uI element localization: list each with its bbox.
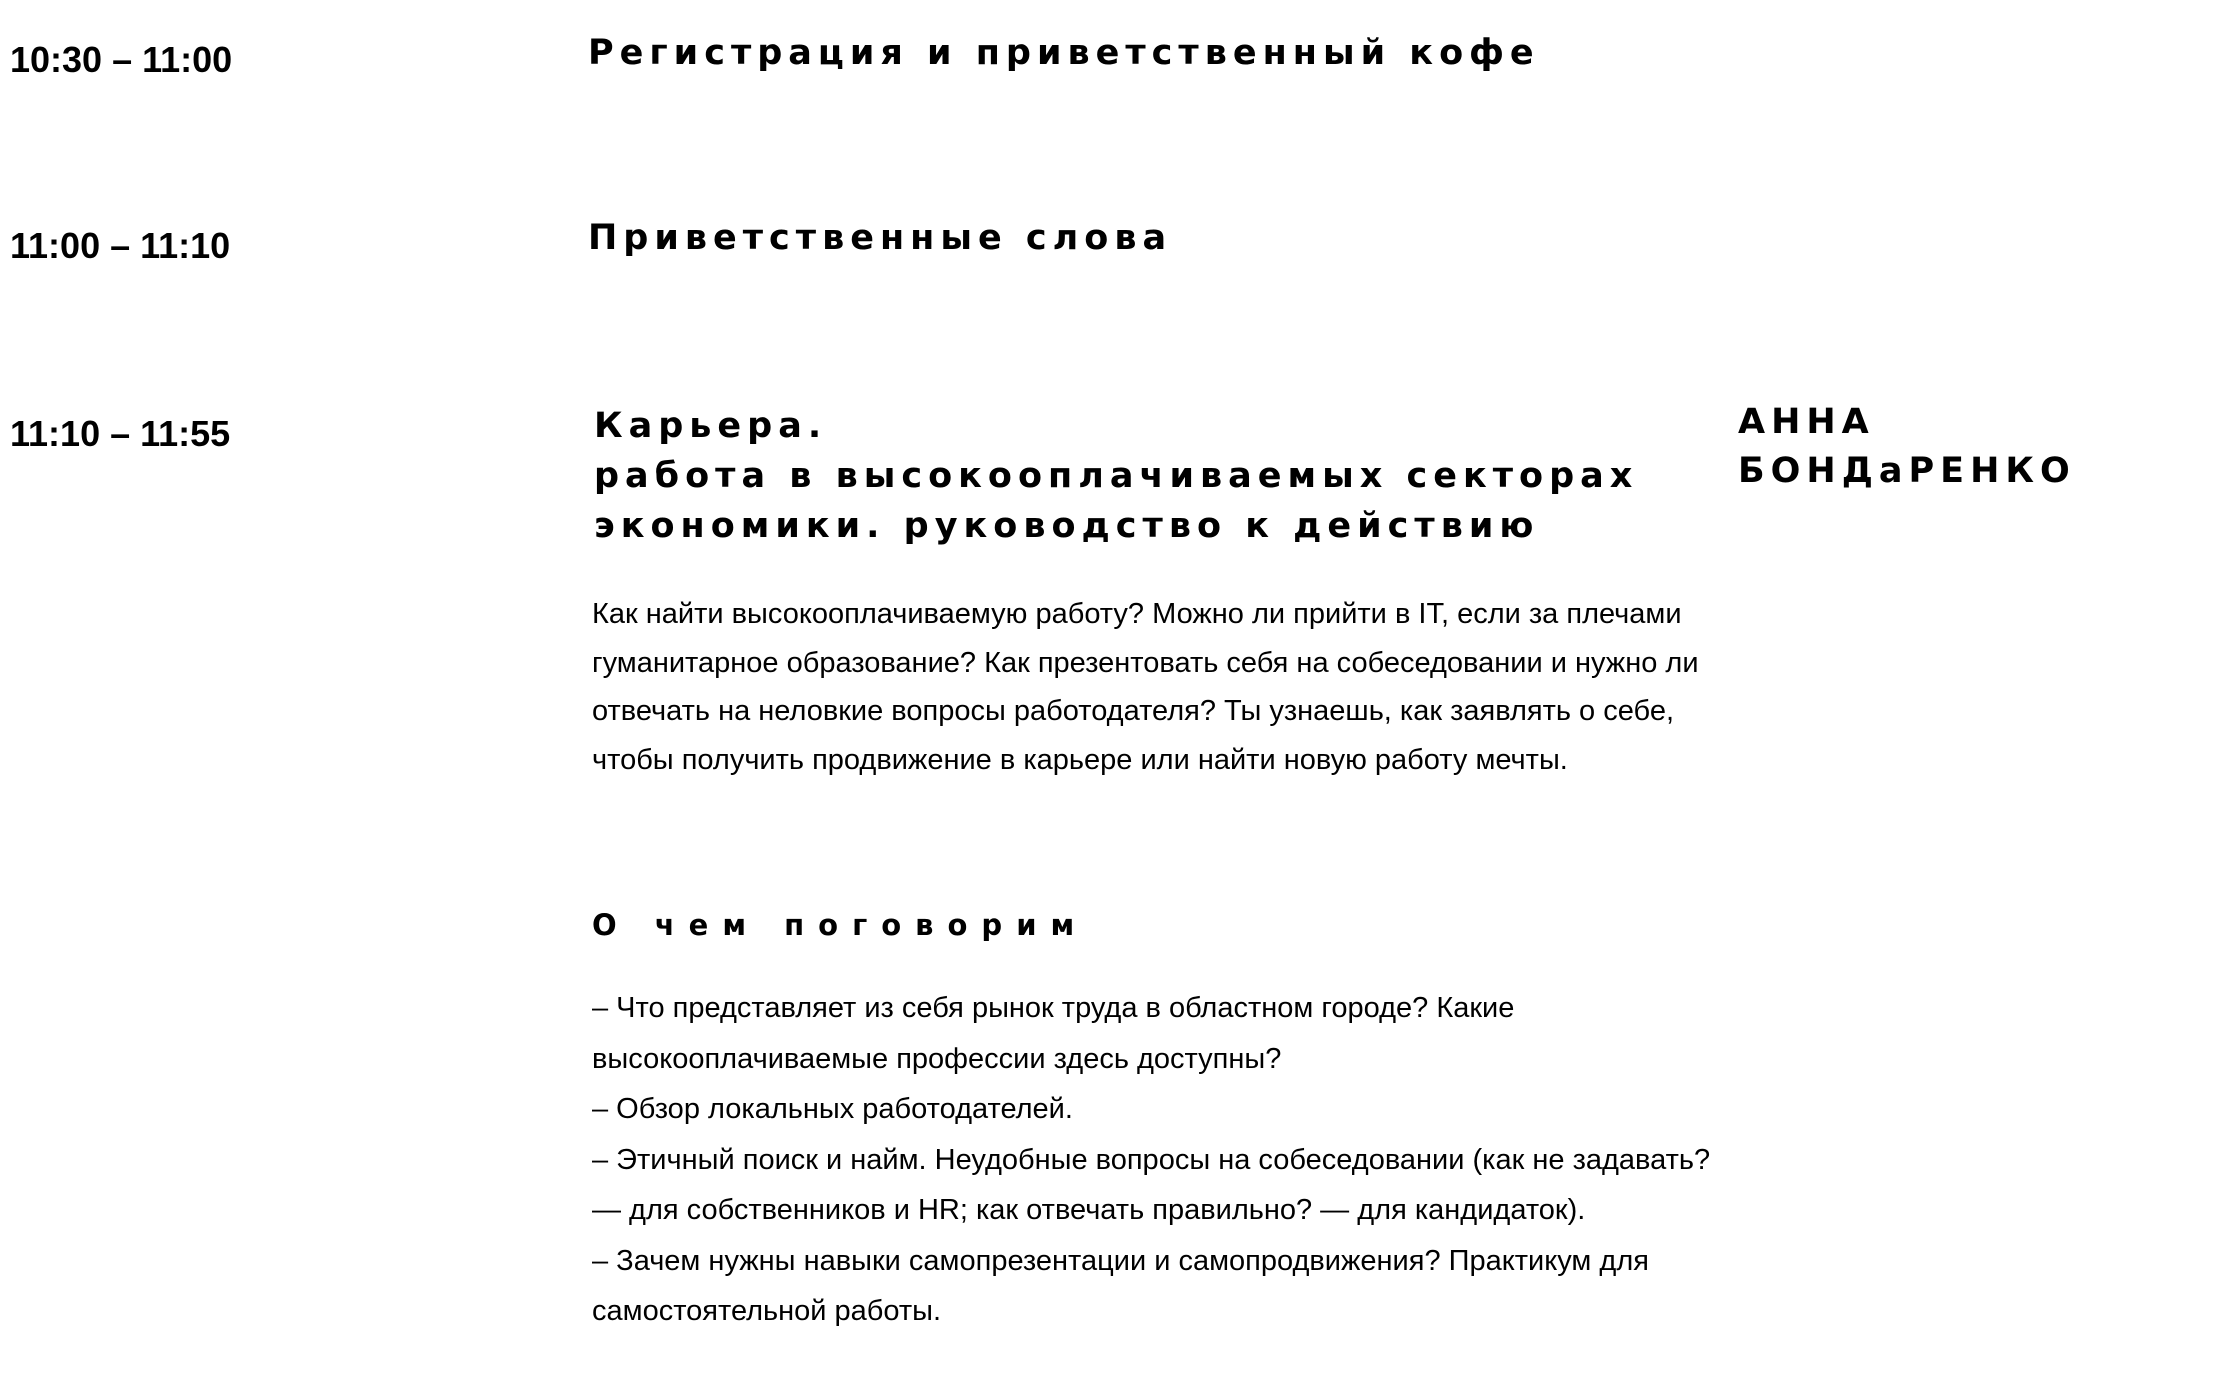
slot-title-1: Регистрация и приветственный кофе [588, 33, 1540, 73]
slot-title-2: Приветственные слова [588, 218, 1173, 258]
topics-heading: О чем поговорим [592, 908, 1089, 942]
slot-title-3-line-1: Карьера. [594, 406, 828, 446]
speaker-last-name: БОНДаРЕНКО [1738, 451, 2076, 491]
topics-list [592, 983, 1712, 1337]
slot-time-2: 11:00 – 11:10 [10, 225, 231, 266]
topic-item-2: – Обзор локальных работодателей. [592, 1093, 1073, 1125]
session-description: Как найти высокооплачиваемую работу? Можно ли прийти в IT, если за плечами гуманитарное образование? Как презентовать себя на собеседовании и нужно ли отвечать на неловкие вопросы работодателя? Ты узнаешь, как заявлять о себе, чтобы получить продвижение в карьере или найти новую работу мечты. [592, 598, 1699, 776]
slot-title-3-line-3: экономики. руководство к действию [594, 506, 1540, 546]
slot-title-3-line-2: работа в высокооплачиваемых секторах [594, 456, 1639, 496]
slot-title-3 [594, 401, 1638, 551]
topic-item-1: – Что представляет из себя рынок труда в областном городе? Какие высокооплачиваемые профессии здесь доступны? [592, 992, 1515, 1075]
slot-time-3: 11:10 – 11:55 [10, 413, 231, 454]
speaker-name [1738, 398, 2076, 496]
speaker-first-name: АННА [1738, 402, 1875, 442]
slot-time-1: 10:30 – 11:00 [10, 39, 233, 80]
topic-item-4: – Зачем нужны навыки самопрезентации и самопродвижения? Практикум для самостоятельной работы. [592, 1244, 1649, 1327]
topic-item-3: – Этичный поиск и найм. Неудобные вопросы на собеседовании (как не задавать? — для собственников и HR; как отвечать правильно? — для кандидаток). [592, 1143, 1711, 1226]
